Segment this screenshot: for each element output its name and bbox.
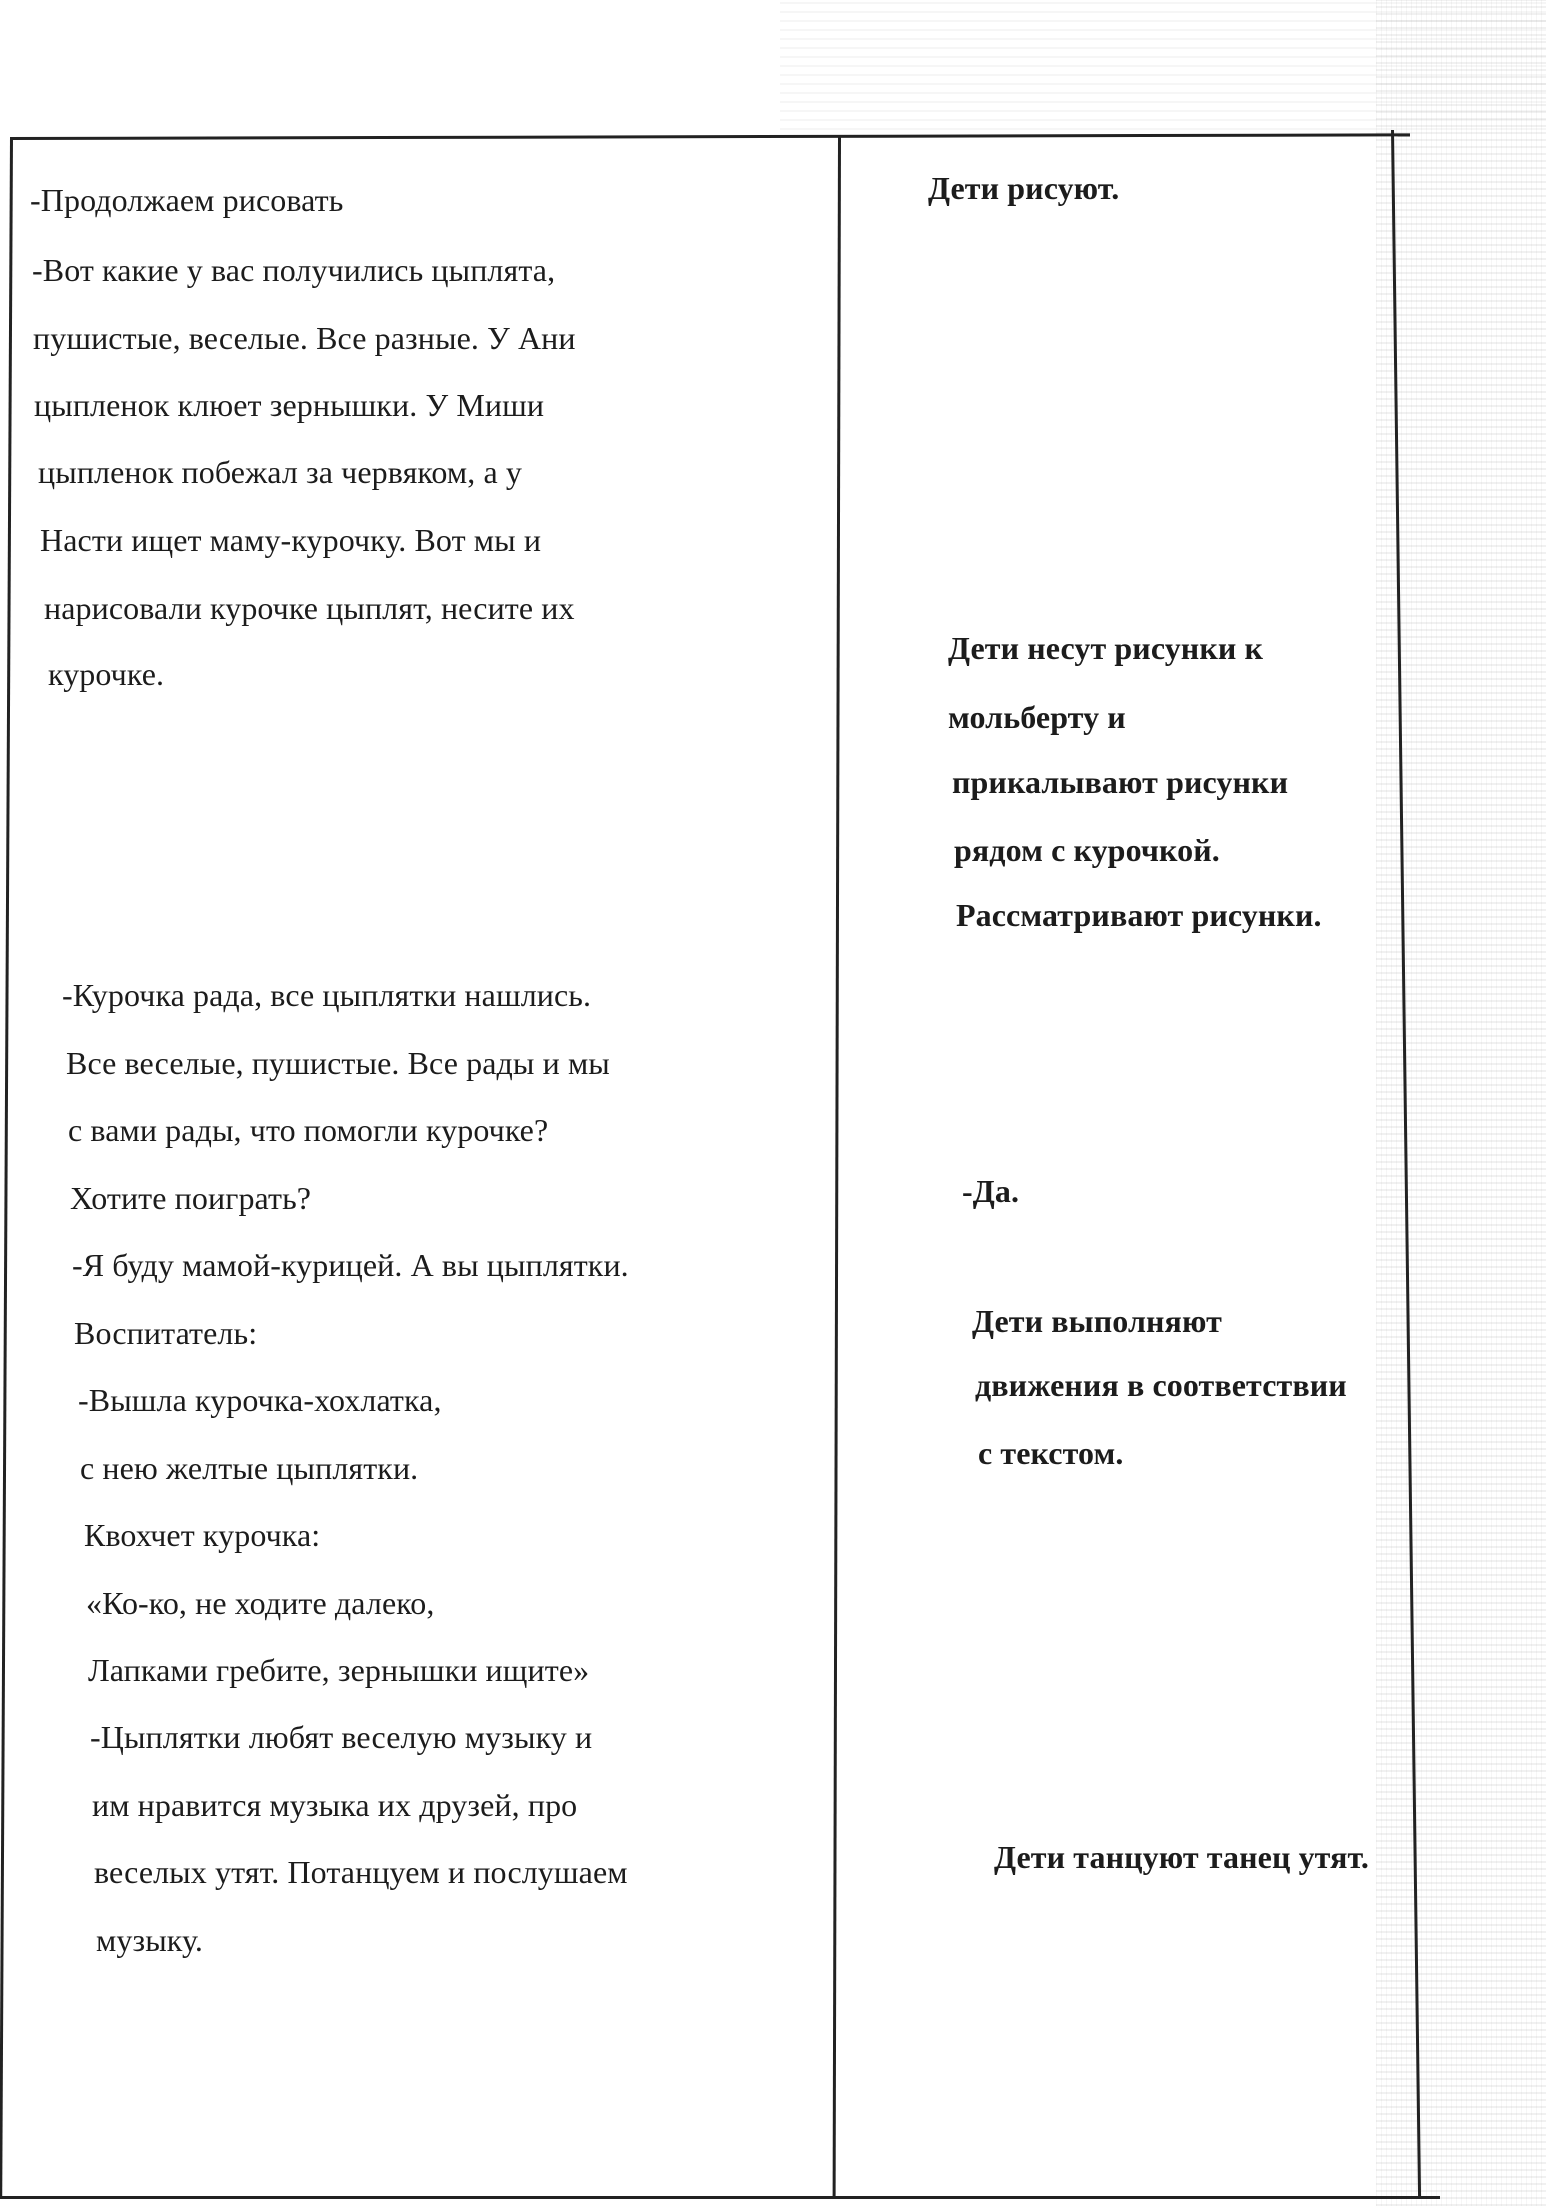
text-line: Лапками гребите, зернышки ищите» xyxy=(88,1652,590,1688)
text-line: Дети несут рисунки к xyxy=(948,630,1264,666)
scan-noise-right xyxy=(1376,0,1546,2206)
text-line: -Вышла курочка-хохлатка, xyxy=(78,1382,442,1418)
text-line: -Продолжаем рисовать xyxy=(30,182,344,218)
text-line: Хотите поиграть? xyxy=(70,1180,312,1216)
table-column-divider xyxy=(833,137,841,2199)
text-line: им нравится музыка их друзей, про xyxy=(92,1787,578,1823)
text-line: с нею желтые цыплятки. xyxy=(80,1450,419,1486)
table-border-bottom xyxy=(0,2196,1440,2199)
text-line: -Я буду мамой-курицей. А вы цыплятки. xyxy=(72,1247,629,1283)
text-line: «Ко-ко, не ходите далеко, xyxy=(86,1585,435,1621)
text-line: с текстом. xyxy=(978,1435,1124,1471)
text-line: Дети рисуют. xyxy=(928,170,1120,206)
text-line: Все веселые, пушистые. Все рады и мы xyxy=(66,1045,610,1081)
text-line: цыпленок клюет зернышки. У Миши xyxy=(34,387,545,423)
text-line: Рассматривают рисунки. xyxy=(956,897,1322,933)
text-line: прикалывают рисунки xyxy=(952,764,1289,800)
text-line: пушистые, веселые. Все разные. У Ани xyxy=(33,320,576,356)
text-line: Насти ищет маму-курочку. Вот мы и xyxy=(40,522,542,558)
table-border-left xyxy=(0,137,13,2199)
text-line: Квохчет курочка: xyxy=(84,1517,321,1553)
text-line: с вами рады, что помогли курочке? xyxy=(68,1112,549,1148)
text-line: -Да. xyxy=(962,1173,1020,1209)
text-line: Воспитатель: xyxy=(74,1315,258,1351)
text-line: Дети танцуют танец утят. xyxy=(994,1839,1370,1875)
text-line: движения в соответствии xyxy=(975,1367,1347,1403)
text-line: курочке. xyxy=(48,656,165,692)
text-line: рядом с курочкой. xyxy=(954,832,1220,868)
table-border-top xyxy=(10,133,1410,140)
text-line: нарисовали курочке цыплят, несите их xyxy=(44,590,575,626)
scan-noise-top xyxy=(780,0,1546,130)
text-line: -Вот какие у вас получились цыплята, xyxy=(32,252,556,288)
text-line: веселых утят. Потанцуем и послушаем xyxy=(94,1854,628,1890)
text-line: мольберту и xyxy=(948,699,1126,735)
text-line: цыпленок побежал за червяком, а у xyxy=(38,454,522,490)
text-line: -Курочка рада, все цыплятки нашлись. xyxy=(62,977,592,1013)
text-line: Дети выполняют xyxy=(972,1303,1222,1339)
text-line: -Цыплятки любят веселую музыку и xyxy=(90,1719,593,1755)
text-line: музыку. xyxy=(96,1922,203,1958)
